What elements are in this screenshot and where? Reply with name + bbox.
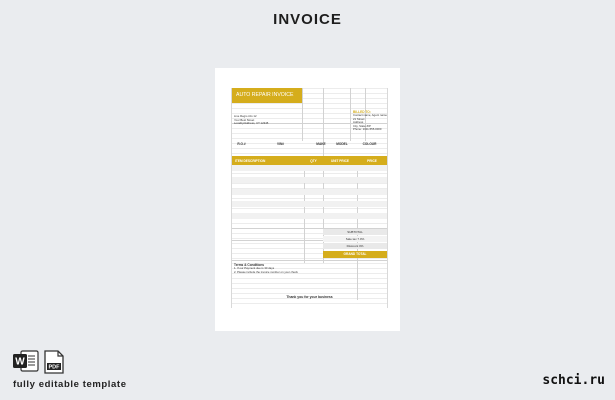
- vehicle-header: COLOUR: [362, 142, 377, 146]
- vehicle-header: R.O.#: [237, 142, 246, 146]
- discount-label: Discount 0%: [323, 243, 387, 249]
- vehicle-header: VIN#: [276, 142, 285, 146]
- billed-to-line: 21 Street: [353, 116, 365, 121]
- vehicle-header: MODEL: [336, 142, 348, 146]
- invoice-title: AUTO REPAIR INVOICE: [232, 88, 302, 103]
- word-letter: W: [15, 356, 25, 368]
- table-row[interactable]: [232, 177, 387, 183]
- site-name[interactable]: schci.ru: [542, 373, 605, 388]
- table-row[interactable]: [232, 165, 387, 171]
- grid-line: [302, 88, 303, 141]
- billed-to-label: BILLED TO:: [353, 110, 371, 114]
- footer-caption: fully editable template: [13, 379, 127, 390]
- grid-line: [232, 260, 387, 261]
- grid-line: [350, 88, 351, 141]
- billed-to: [353, 110, 387, 132]
- subtotal-label: SUBTOTAL: [323, 229, 387, 235]
- grid-line: [232, 240, 323, 241]
- terms-line: 1. If our Payment due is 30 days: [234, 266, 275, 270]
- table-row[interactable]: [232, 189, 387, 195]
- terms-title: Terms & Conditions: [234, 263, 265, 267]
- items-header-cell: QTY: [310, 158, 317, 163]
- pdf-document-icon: [43, 350, 65, 379]
- table-row[interactable]: [232, 213, 387, 219]
- invoice-template: [231, 88, 388, 308]
- billed-to-line: Address: [353, 120, 364, 125]
- tax-label: Sale tax 7.0%: [323, 236, 387, 242]
- pdf-label: PDF: [48, 364, 60, 371]
- billed-to-line: City, State ZIP: [353, 123, 371, 128]
- grand-total-label: GRAND TOTAL: [323, 251, 387, 258]
- company-line: Locality/Address, CT 12345: [234, 121, 269, 126]
- company-line: Line Regio info 12: [234, 114, 257, 118]
- items-header-cell: UNIT PRICE: [330, 158, 350, 163]
- thank-you-note: Thank you for your business: [286, 295, 333, 299]
- vehicle-header-row: [232, 141, 387, 147]
- page-title: INVOICE: [273, 11, 342, 28]
- word-document-icon: [13, 350, 39, 377]
- vehicle-header: MAKE: [316, 142, 326, 146]
- company-line: Your Best Street: [234, 117, 255, 122]
- items-header-cell: ITEM DESCRIPTION: [235, 158, 266, 163]
- company-info: [234, 115, 268, 126]
- invoice-sheet: [215, 68, 400, 331]
- items-table-header: [232, 156, 387, 165]
- table-row[interactable]: [232, 201, 387, 207]
- billed-to-line: Phone: 1011-555-0000: [353, 127, 382, 132]
- items-header-cell: PRICE: [367, 158, 377, 163]
- billed-to-line: Contact name, Agent name: [353, 113, 387, 117]
- terms-block: [234, 263, 298, 274]
- terms-line: 2. Please include the invoice number on your check: [234, 269, 298, 274]
